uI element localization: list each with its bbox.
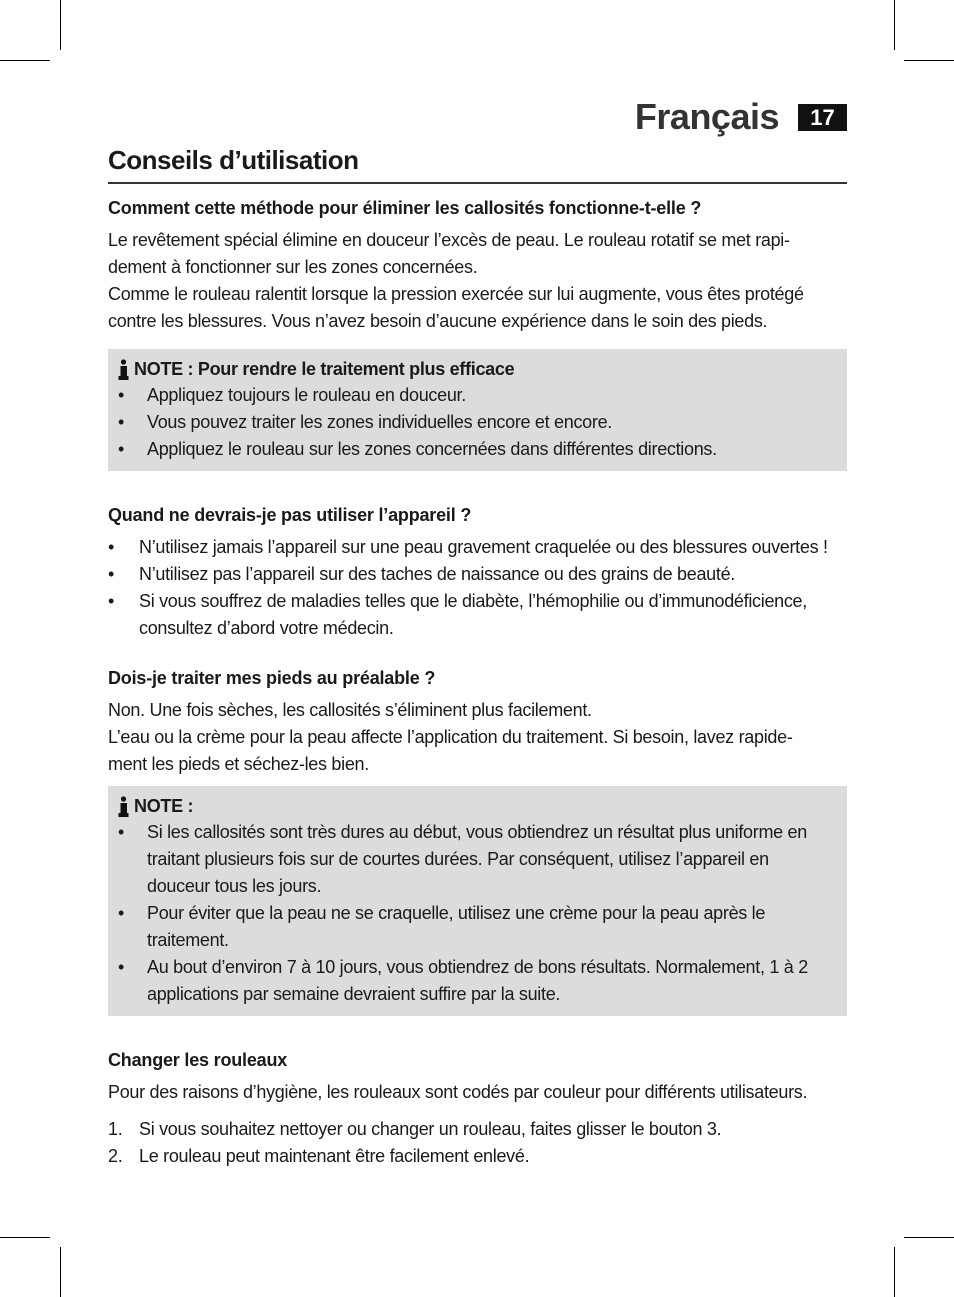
bullet: • [118, 385, 125, 405]
note-title: NOTE : Pour rendre le traitement plus efficace [134, 359, 515, 379]
note-list [117, 819, 847, 1008]
note-heading [117, 794, 847, 819]
bullet: • [118, 957, 125, 977]
bullet: • [108, 591, 115, 611]
paragraph-line: Non. Une fois sèches, les callosités s’éliminent plus facilement. [108, 700, 592, 720]
section-change-rollers [108, 1050, 847, 1170]
crop-mark [894, 1247, 895, 1297]
warning-list [108, 534, 847, 642]
subheading: Changer les rouleaux [108, 1050, 288, 1070]
crop-mark [904, 60, 954, 61]
step-text: Si vous souhaitez nettoyer ou changer un rouleau, faites glisser le bouton 3. [139, 1119, 722, 1139]
note-box [108, 349, 847, 471]
info-icon [117, 359, 130, 381]
bullet: • [118, 439, 125, 459]
list-item [117, 954, 833, 1008]
crop-mark [60, 0, 61, 50]
list-item [108, 561, 847, 588]
note-box [108, 786, 847, 1016]
list-item [108, 534, 847, 561]
language-title: Français [634, 96, 779, 137]
paragraph-line: Comme le rouleau ralentit lorsque la pression exercée sur lui augmente, vous êtes protégé [108, 284, 804, 304]
paragraph-line: L’eau ou la crème pour la peau affecte l’application du traitement. Si besoin, lavez rapide- [108, 727, 793, 747]
bullet: • [118, 412, 125, 432]
page-number: 17 [798, 104, 847, 131]
paragraph-line: ment les pieds et séchez-les bien. [108, 754, 369, 774]
paragraph-line: dement à fonctionner sur les zones concernées. [108, 257, 478, 277]
paragraph-line: contre les blessures. Vous n’avez besoin d’aucune expérience dans le soin des pieds. [108, 311, 768, 331]
section-how-it-works [108, 198, 847, 335]
list-item-text: Appliquez toujours le rouleau en douceur. [147, 385, 466, 405]
list-item-text: Si vous souffrez de maladies telles que le diabète, l’hémophilie ou d’immunodéficience, consultez d’abord votre médecin. [139, 591, 807, 638]
step-item [108, 1116, 847, 1143]
crop-mark [0, 60, 50, 61]
steps-list [108, 1116, 847, 1170]
info-icon [117, 796, 130, 818]
paragraph-line: Pour des raisons d’hygiène, les rouleaux sont codés par couleur pour différents utilisateurs. [108, 1082, 808, 1102]
list-item [117, 382, 847, 409]
list-item [117, 819, 833, 900]
list-item-text: Pour éviter que la peau ne se craquelle, utilisez une crème pour la peau après le traitement. [147, 903, 766, 950]
list-item [117, 436, 847, 463]
subheading: Quand ne devrais-je pas utiliser l’appareil ? [108, 505, 472, 525]
section-pre-treatment [108, 668, 847, 778]
page-content [108, 145, 847, 1170]
section-title: Conseils d’utilisation [108, 145, 847, 184]
bullet: • [118, 903, 125, 923]
bullet: • [108, 564, 115, 584]
crop-mark [904, 1237, 954, 1238]
bullet: • [108, 537, 115, 557]
section-when-not-to-use [108, 505, 847, 642]
subheading: Comment cette méthode pour éliminer les callosités fonctionne-t-elle ? [108, 198, 702, 218]
step-item [108, 1143, 847, 1170]
step-number: 1. [108, 1119, 123, 1139]
list-item [108, 588, 847, 642]
bullet: • [118, 822, 125, 842]
list-item-text: Si les callosités sont très dures au début, vous obtiendrez un résultat plus uniforme en traitant plusieurs fois sur de courtes durées. Par conséquent, utilisez l’appareil en douceur tous les jours. [147, 822, 807, 896]
crop-mark [894, 0, 895, 50]
list-item-text: N’utilisez jamais l’appareil sur une peau gravement craquelée ou des blessures ouvertes ! [139, 537, 828, 557]
list-item [117, 409, 847, 436]
list-item-text: Appliquez le rouleau sur les zones concernées dans différentes directions. [147, 439, 717, 459]
list-item-text: N’utilisez pas l’appareil sur des taches de naissance ou des grains de beauté. [139, 564, 735, 584]
list-item-text: Au bout d’environ 7 à 10 jours, vous obtiendrez de bons résultats. Normalement, 1 à 2 applications par semaine devraient suffire par la suite. [147, 957, 808, 1004]
subheading: Dois-je traiter mes pieds au préalable ? [108, 668, 436, 688]
list-item [117, 900, 833, 954]
crop-mark [60, 1247, 61, 1297]
step-text: Le rouleau peut maintenant être facilement enlevé. [139, 1146, 530, 1166]
note-list [117, 382, 847, 463]
crop-mark [0, 1237, 50, 1238]
step-number: 2. [108, 1146, 123, 1166]
paragraph-line: Le revêtement spécial élimine en douceur l’excès de peau. Le rouleau rotatif se met rapi- [108, 230, 790, 250]
list-item-text: Vous pouvez traiter les zones individuelles encore et encore. [147, 412, 612, 432]
note-title: NOTE : [134, 796, 194, 816]
note-heading [117, 357, 847, 382]
